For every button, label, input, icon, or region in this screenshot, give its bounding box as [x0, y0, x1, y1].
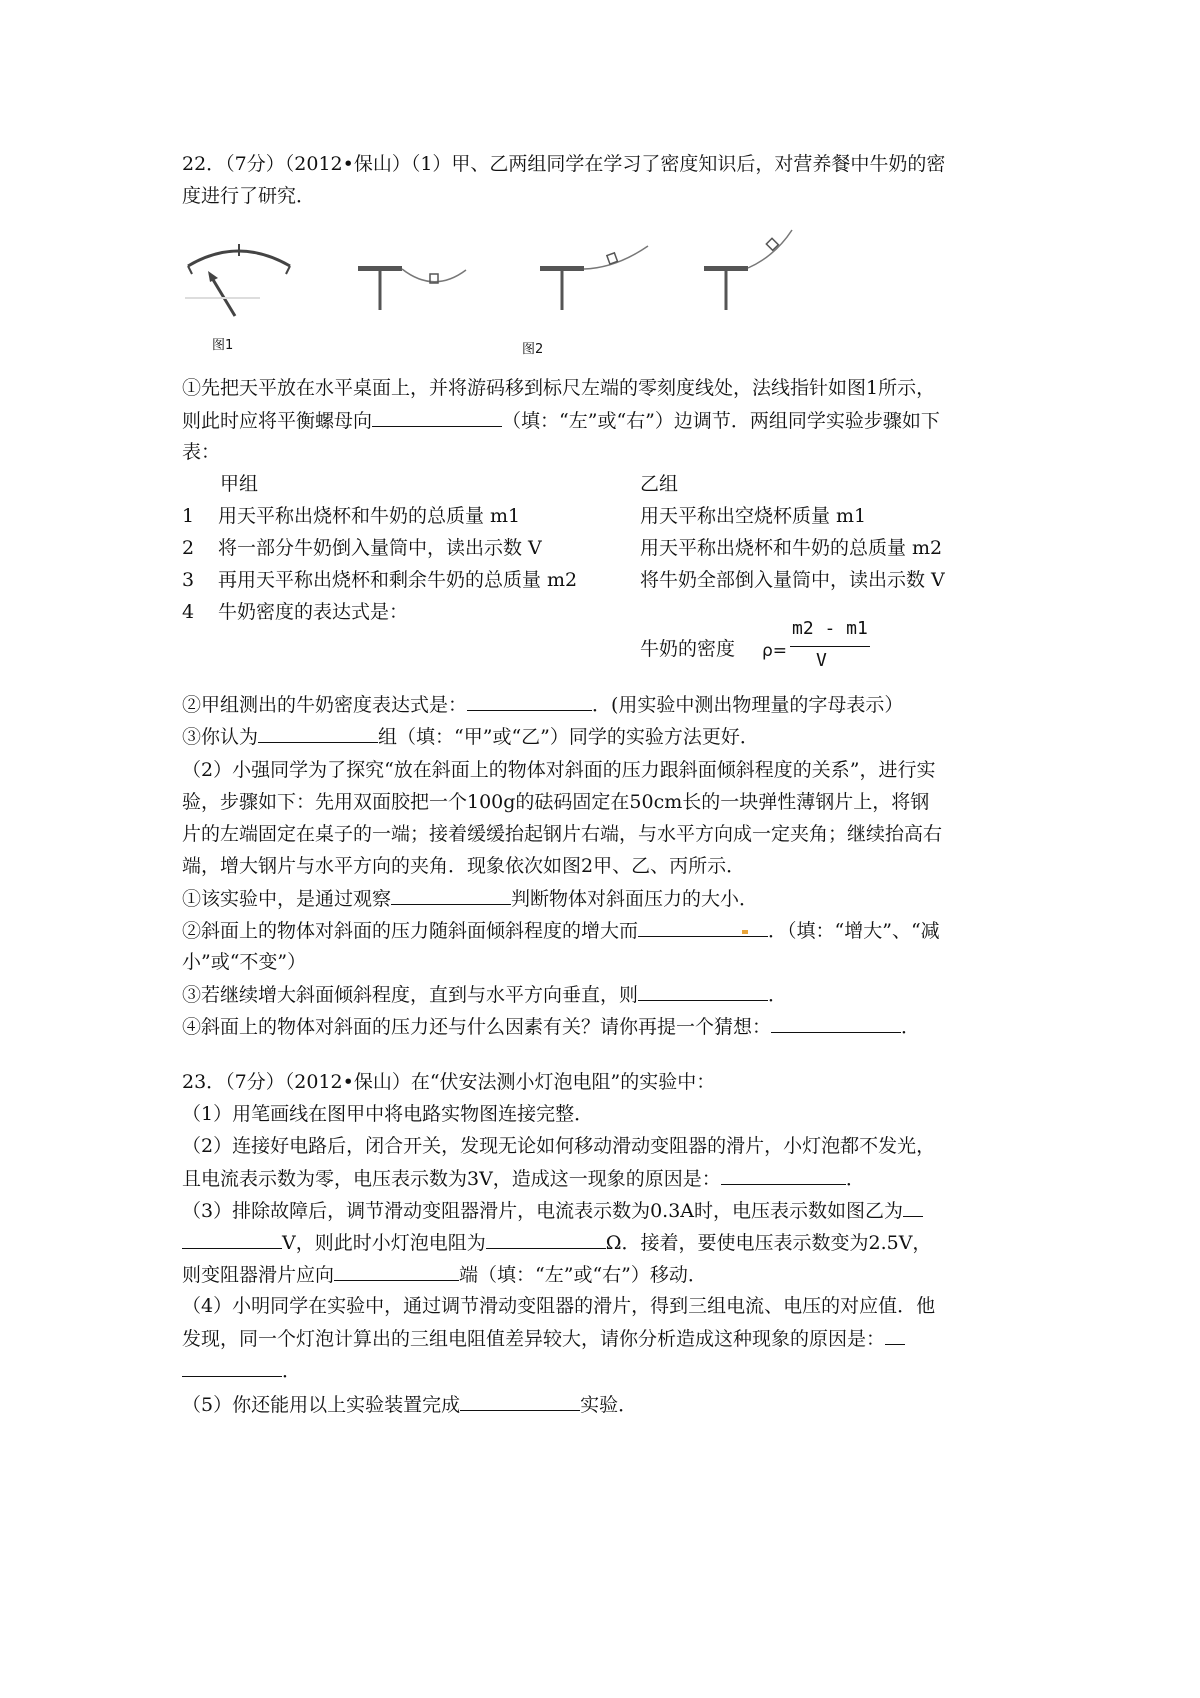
q23-part3-line1	[182, 1196, 923, 1225]
group-a-step: 牛奶密度的表达式是：	[218, 601, 409, 623]
q22-s2-q2-text-after: ．（填：“增大”、“减	[768, 920, 940, 942]
q22-s2-question4	[182, 1012, 920, 1041]
answer-blank-pressure-trend[interactable]	[638, 916, 768, 937]
q23-part4-line1: （4）小明同学在实验中，通过调节滑动变阻器的滑片，得到三组电流、电压的对应值．他	[182, 1295, 936, 1317]
q22-s2-q2-text-before: ②斜面上的物体对斜面的压力随斜面倾斜程度的增大而	[182, 920, 639, 942]
q22-s2-q3-text-before: ③若继续增大斜面倾斜程度，直到与水平方向垂直，则	[182, 984, 639, 1006]
q23-p2-text-before: 且电流表示数为零，电压表示数为3V，造成这一现象的原因是：	[182, 1168, 721, 1190]
answer-blank-balance-nut-direction[interactable]	[372, 406, 502, 427]
group-b-step: 用天平称出烧杯和牛奶的总质量 m2	[640, 537, 943, 559]
group-b-step: 将牛奶全部倒入量筒中，读出示数 V	[640, 569, 945, 591]
q23-part5	[182, 1390, 637, 1419]
formula-label: 牛奶的密度	[640, 638, 736, 660]
figure-1-label: 图1	[212, 338, 234, 353]
row-number: 1	[182, 505, 195, 527]
answer-blank-resistance[interactable]	[486, 1228, 606, 1249]
q22-s2-q3-text-after: ．	[768, 984, 788, 1006]
group-a-step: 用天平称出烧杯和牛奶的总质量 m1	[218, 505, 521, 527]
formula-denominator: V	[816, 650, 827, 671]
figure-2-label: 图2	[522, 342, 544, 357]
q22-section2-line1: （2）小强同学为了探究“放在斜面上的物体对斜面的压力跟斜面倾斜程度的关系”，进行实	[182, 759, 936, 781]
answer-blank-voltage-start[interactable]	[903, 1196, 923, 1217]
q23-p4-text: 发现，同一个灯泡计算出的三组电阻值差异较大，请你分析造成这种现象的原因是：	[182, 1328, 886, 1350]
q22-part1-text-before: 则此时应将平衡螺母向	[182, 410, 373, 432]
q22-section2-line2: 验，步骤如下：先用双面胶把一个100g的砝码固定在50cm长的一块弹性薄钢片上，将钢	[182, 791, 930, 813]
q22-part2-text-before: ②甲组测出的牛奶密度表达式是：	[182, 694, 468, 716]
q22-part2-text-after: ．(用实验中测出物理量的字母表示）	[592, 694, 904, 716]
q22-s2-question2	[182, 916, 940, 945]
q23-p2-text-after: ．	[845, 1168, 865, 1190]
q23-part4-line2	[182, 1324, 905, 1353]
q23-part2-line1: （2）连接好电路后，闭合开关，发现无论如何移动滑动变阻器的滑片，小灯泡都不发光，	[182, 1135, 936, 1157]
q22-part1-line1: ①先把天平放在水平桌面上，并将游码移到标尺左端的零刻度线处，法线指针如图1所示，	[182, 377, 936, 399]
q23-part3-line2	[182, 1228, 931, 1257]
group-a-step: 将一部分牛奶倒入量筒中，读出示数 V	[218, 537, 542, 559]
q22-heading: 22．（7分）（2012•保山）（1）甲、乙两组同学在学习了密度知识后，对营养餐中牛奶的密	[182, 153, 946, 175]
q22-part3-text-before: ③你认为	[182, 726, 259, 748]
q22-part1-line2	[182, 406, 940, 435]
figure-2-jia-flat-strip	[354, 254, 474, 334]
formula-fraction-bar	[790, 646, 870, 647]
q23-p3-text-before: 则变阻器滑片应向	[182, 1264, 335, 1286]
q22-part1-text-after: （填：“左”或“右”）边调节．两组同学实验步骤如下	[502, 410, 940, 432]
answer-blank-reason[interactable]	[182, 1356, 282, 1377]
q22-heading-cont: 度进行了研究．	[182, 185, 316, 207]
figure-2-yi-inclined-strip	[536, 240, 656, 330]
formula-numerator: m2 - m1	[792, 618, 868, 639]
q22-part1-line3: 表：	[182, 441, 221, 463]
answer-blank-voltage[interactable]	[182, 1228, 282, 1249]
answer-blank-guess[interactable]	[771, 1012, 901, 1033]
q22-s2-question1	[182, 884, 758, 913]
q22-s2-q1-text-after: 判断物体对斜面压力的大小．	[511, 888, 759, 910]
answer-blank-observation[interactable]	[391, 884, 511, 905]
q22-s2-question3	[182, 980, 787, 1009]
row-number: 2	[182, 537, 195, 559]
q23-p5-text-after: 实验．	[580, 1394, 638, 1416]
answer-blank-slider-direction[interactable]	[334, 1260, 459, 1281]
row-number: 4	[182, 601, 195, 623]
formula-rho: ρ=	[762, 641, 788, 661]
stray-mark	[742, 930, 748, 934]
answer-blank-group-a-density-expression[interactable]	[467, 690, 592, 711]
q23-p3-text-mid2: Ω．接着，要使电压表示数变为2.5V，	[605, 1232, 932, 1254]
q23-p3-text-after: 端（填：“左”或“右”）移动．	[459, 1264, 707, 1286]
row-number: 3	[182, 569, 195, 591]
figure-1-balance-pointer	[180, 226, 300, 326]
q23-part3-line3	[182, 1260, 707, 1289]
q23-part1: （1）用笔画线在图甲中将电路实物图连接完整．	[182, 1103, 594, 1125]
q23-p4-period: ．	[282, 1360, 302, 1382]
q23-part2-line2	[182, 1164, 865, 1193]
answer-blank-fault-reason[interactable]	[721, 1164, 846, 1185]
group-b-step: 用天平称出空烧杯质量 m1	[640, 505, 867, 527]
q22-s2-q4-text-before: ④斜面上的物体对斜面的压力还与什么因素有关？请你再提一个猜想：	[182, 1016, 772, 1038]
figure-2-bing-steep-strip	[700, 226, 810, 330]
q23-p3-text: （3）排除故障后，调节滑动变阻器滑片，电流表示数为0.3A时，电压表示数如图乙为	[182, 1200, 904, 1222]
q22-s2-q1-text-before: ①该实验中，是通过观察	[182, 888, 392, 910]
table-header-group-a: 甲组	[220, 473, 259, 495]
q22-part2-line	[182, 690, 903, 719]
group-a-step: 再用天平称出烧杯和剩余牛奶的总质量 m2	[218, 569, 578, 591]
q22-part3-text-after: 组（填：“甲”或“乙”）同学的实验方法更好．	[378, 726, 759, 748]
answer-blank-reason-start[interactable]	[885, 1324, 905, 1345]
q22-section2-line4: 端，增大钢片与水平方向的夹角．现象依次如图2甲、乙、丙所示．	[182, 855, 746, 877]
q22-s2-question2-cont: 小”或“不变”）	[182, 951, 307, 973]
q23-part4-line3	[182, 1356, 301, 1385]
q23-p3-text-mid1: V，则此时小灯泡电阻为	[282, 1232, 486, 1254]
answer-blank-other-experiment[interactable]	[460, 1390, 580, 1411]
q22-s2-q4-text-after: ．	[901, 1016, 921, 1038]
q22-section2-line3: 片的左端固定在桌子的一端；接着缓缓抬起钢片右端，与水平方向成一定夹角；继续抬高右	[182, 823, 943, 845]
q23-heading: 23．（7分）（2012•保山）在“伏安法测小灯泡电阻”的实验中：	[182, 1071, 716, 1093]
q22-part3-line	[182, 722, 759, 751]
answer-blank-vertical-case[interactable]	[638, 980, 768, 1001]
q23-p5-text-before: （5）你还能用以上实验装置完成	[182, 1394, 461, 1416]
table-header-group-b: 乙组	[640, 473, 679, 495]
answer-blank-better-group[interactable]	[258, 722, 378, 743]
